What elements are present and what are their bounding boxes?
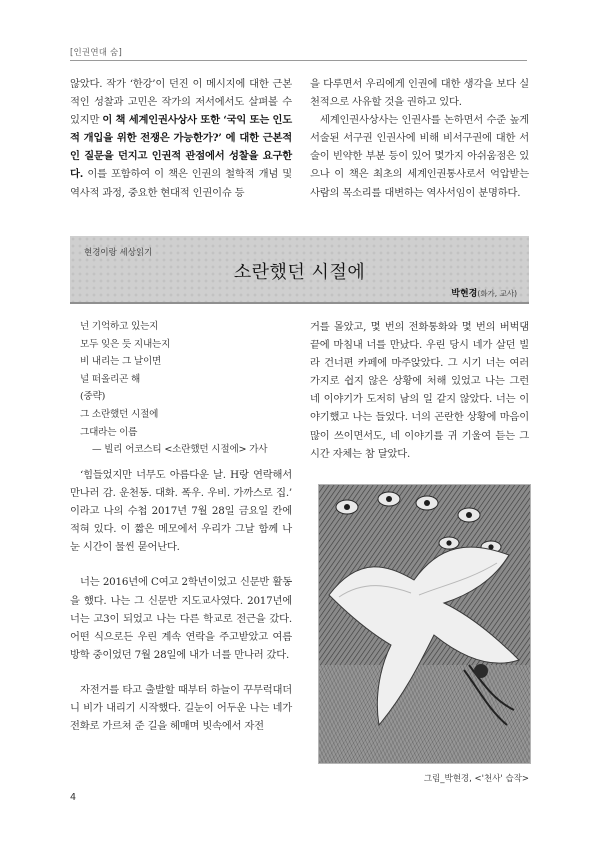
lyric-line: 비 내리는 그 날이면 <box>80 356 162 368</box>
page-number: 4 <box>70 792 77 803</box>
lyric-line: 모두 잊은 듯 지내는지 <box>80 338 171 350</box>
top-right-paragraph-2: 세계인권사상사는 인권사를 논하면서 수준 높게 서술된 서구권 인권사에 비해 비서구권에 대한 서술이 빈약한 부분 등이 있어 몇가지 아쉬움점은 있으나 이 책은 최초의 세계인권통사로서 억압받는 사람의 목소리를 대변하는 역사서임이 분명하다. <box>310 114 529 199</box>
body-paragraph: 거를 몰았고, 몇 번의 전화통화와 몇 번의 버벅댐 끝에 마침내 너를 만났다. 우린 당시 네가 살던 빌라 건너편 카페에 마주앉았다. 그 시기 너는 여러 가지로 쉽지 않은 상황에 처해 있었고 나는 그런 네 이야기가 도저히 남의 일 같지 않았다. 너는 이야기했고 나는 들었다. 너의 곤란한 상황에 마음이 많이 쓰이면서도, 네 이야기를 귀 기울여 듣는 그 시간 자체는 참 달았다. <box>310 321 529 460</box>
figure-caption: 그림_박현경, <'천사' 습작> <box>423 774 529 784</box>
top-right-paragraph-1: 을 다루면서 우리에게 인권에 대한 생각을 보다 실천적으로 사유할 것을 권하고 있다. <box>310 78 529 109</box>
lyric-line: 넌 기억하고 있는지 <box>80 321 159 332</box>
running-header: [인권연대 숨] <box>70 48 122 58</box>
body-paragraph: 너는 2016년에 C여고 2학년이었고 신문반 활동을 했다. 나는 그 신문반 지도교사였다. 2017년에 너는 고3이 되었고 나는 다른 학교로 전근을 갔다. 어떤 식으로든 우린 계속 연락을 주고받았고 여름방학 중이었던 7월 28일에 내가 너를 만나러 갔다. <box>70 576 292 661</box>
lyric-line: 널 떠올리곤 해 <box>80 373 141 385</box>
epigraph-lyrics <box>80 318 305 459</box>
angel-etching-image <box>319 485 530 763</box>
top-left-column <box>70 75 292 202</box>
body-paragraph: ‘힘들었지만 너무도 아름다운 날. H랑 연락해서 만나러 감. 운천동. 대화. 폭우. 우비. 가까스로 집.’ 이라고 나의 수첩 2017년 7월 28일 금요일 칸에 적혀 있다. 이 짧은 메모에서 우리가 그날 함께 나눈 시간이 물씬 묻어난다. <box>70 469 292 554</box>
body-right-column <box>310 318 529 463</box>
top-left-paragraph <box>70 75 292 202</box>
author-name: 박현경 <box>451 289 478 299</box>
review-text-a: 않았다. 작가 ‘한강’이 던진 이 메시지에 대한 근본적인 성찰과 고민은 작가의 저서에서도 살펴볼 수 있지만 <box>70 78 292 127</box>
body-paragraph: 자전거를 타고 출발할 때부터 하늘이 꾸무럭대더니 비가 내리기 시작했다. 길눈이 어두운 나는 네가 전화로 가르쳐 준 길을 헤매며 빗속에서 자전 <box>70 683 292 733</box>
author-role: (화가, 교사) <box>477 289 517 298</box>
header-rule <box>70 60 527 61</box>
lyric-line: 그대라는 이름 <box>80 426 138 438</box>
review-text-b: 이를 포함하여 이 책은 인권의 철학적 개념 및 역사적 과정, 중요한 현대적 인권이슈 등 <box>70 168 292 199</box>
article-author <box>451 286 517 299</box>
angel-etching-illustration <box>318 484 531 764</box>
lyric-line: 그 소란했던 시절에 <box>80 408 159 420</box>
lyric-credit: — 빌리 어코스티 <소란했던 시절에> 가사 <box>92 444 268 456</box>
article-title: 소란했던 시절에 <box>233 262 366 283</box>
review-bold-text: 이 책 세계인권사상사 또한 ‘국익 또는 인도적 개입을 위한 전쟁은 가능한가?’ 에 대한 근본적인 질문을 던지고 인권적 관점에서 성찰을 요구한다. <box>70 114 292 181</box>
column-series-tag: 현경이랑 세상읽기 <box>84 248 153 258</box>
body-left-column <box>70 466 292 752</box>
lyric-line: (중략) <box>80 391 106 403</box>
article-banner <box>70 236 529 304</box>
top-right-column <box>310 75 529 202</box>
